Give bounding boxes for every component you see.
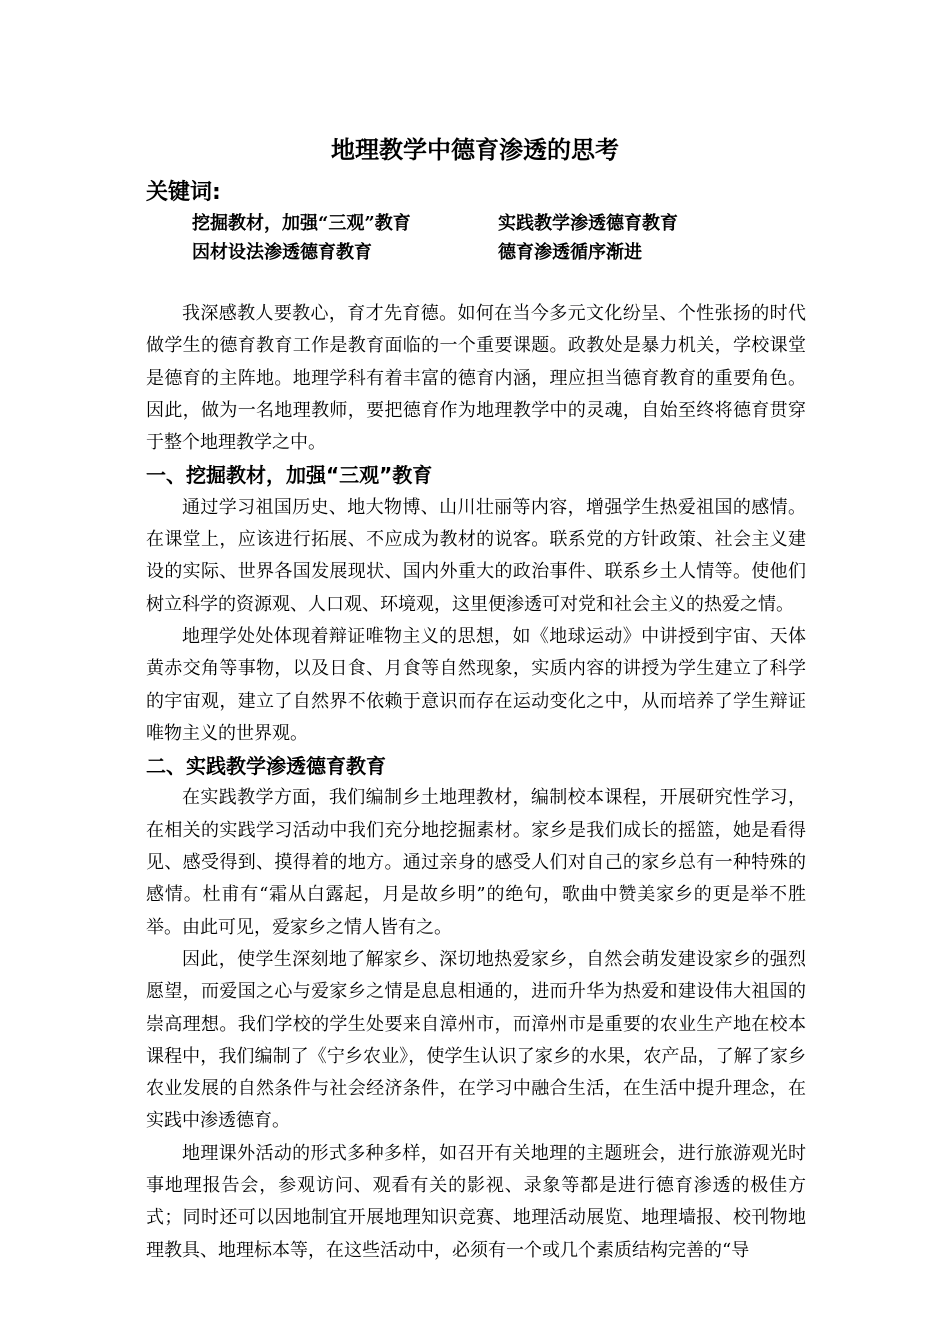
- keyword-item: 挖掘教材，加强“三观”教育: [192, 213, 411, 234]
- section-heading: 二、实践教学渗透德育教育: [146, 754, 386, 779]
- document-body: [146, 298, 806, 1267]
- body-paragraph: 地理课外活动的形式多种多样，如召开有关地理的主题班会，进行旅游观光时事地理报告会，参观访问、观看有关的影视、录象等都是进行德育渗透的极佳方式；同时还可以因地制宜开展地理知识竞赛、地理活动展览、地理墙报、校刊物地理教具、地理标本等，在这些活动中，必须有一个或几个素质结构完善的“导: [146, 1142, 806, 1261]
- document-title: 地理教学中德育渗透的思考: [331, 136, 619, 164]
- body-paragraph: 在实践教学方面，我们编制乡土地理教材，编制校本课程，开展研究性学习，在相关的实践学习活动中我们充分地挖掘素材。家乡是我们成长的摇篮，她是看得见、感受得到、摸得着的地方。通过亲身的感受人们对自己的家乡总有一种特殊的感情。杜甫有“霜从白露起，月是故乡明”的绝句，歌曲中赞美家乡的更是举不胜举。由此可见，爱家乡之情人皆有之。: [146, 787, 806, 938]
- body-paragraph: 通过学习祖国历史、地大物博、山川壮丽等内容，增强学生热爱祖国的感情。在课堂上，应该进行拓展、不应成为教材的说客。联系党的方针政策、社会主义建设的实际、世界各国发展现状、国内外重大的政治事件、联系乡土人情等。使他们树立科学的资源观、人口观、环境观，这里便渗透可对党和社会主义的热爱之情。: [146, 496, 806, 615]
- section-heading: 一、挖掘教材，加强“三观”教育: [146, 463, 433, 488]
- keyword-item: 因材设法渗透德育教育: [192, 242, 372, 263]
- body-paragraph: 地理学处处体现着辩证唯物主义的思想，如《地球运动》中讲授到宇宙、天体黄赤交角等事物，以及日食、月食等自然现象，实质内容的讲授为学生建立了科学的宇宙观，建立了自然界不依赖于意识而存在运动变化之中，从而培养了学生辩证唯物主义的世界观。: [146, 625, 806, 744]
- keywords-label: 关键词:: [146, 180, 221, 205]
- body-paragraph: 因此，使学生深刻地了解家乡、深切地热爱家乡，自然会萌发建设家乡的强烈愿望，而爱国之心与爱家乡之情是息息相通的，进而升华为热爱和建设伟大祖国的崇高理想。我们学校的学生处要来自漳州市，而漳州市是重要的农业生产地在校本课程中，我们编制了《宁乡农业》，使学生认识了家乡的水果，农产品，了解了家乡农业发展的自然条件与社会经济条件，在学习中融合生活，在生活中提升理念，在实践中渗透德育。: [146, 948, 806, 1132]
- keyword-item: 德育渗透循序渐进: [498, 242, 642, 263]
- keyword-item: 实践教学渗透德育教育: [498, 213, 678, 234]
- intro-paragraph: 我深感教人要教心，育才先育德。如何在当今多元文化纷呈、个性张扬的时代做学生的德育教育工作是教育面临的一个重要课题。政教处是暴力机关，学校课堂是德育的主阵地。地理学科有着丰富的德育内涵，理应担当德育教育的重要角色。因此，做为一名地理教师，要把德育作为地理教学中的灵魂，自始至终将德育贯穿于整个地理教学之中。: [146, 303, 806, 454]
